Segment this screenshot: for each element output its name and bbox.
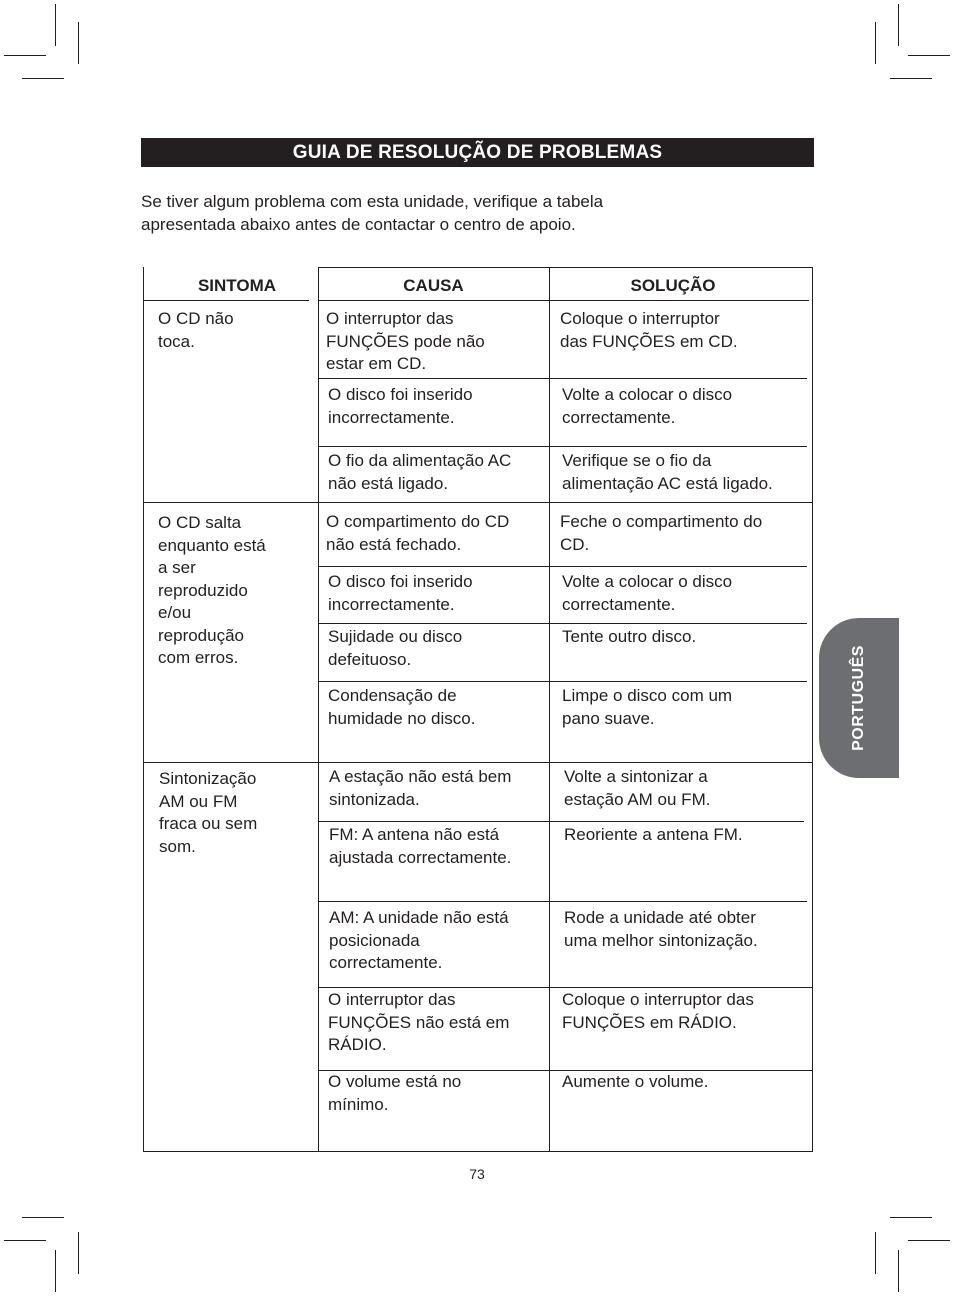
cause-cell	[328, 384, 473, 429]
column-header-cause: CAUSA	[403, 276, 464, 295]
cell-line: mínimo.	[328, 1094, 389, 1114]
cell-line: Sujidade ou disco	[328, 627, 463, 646]
cell-line: Volte a sintonizar a	[564, 767, 708, 786]
cell-line: FUNÇÕES em RÁDIO.	[562, 1012, 737, 1032]
column-header-symptom: SINTOMA	[197, 276, 277, 295]
page-number: 73	[469, 1166, 485, 1182]
cause-cell	[328, 685, 475, 730]
cell-line: Coloque o interruptor das	[562, 990, 754, 1009]
cell-line: Volte a colocar o disco	[562, 385, 733, 404]
page-title	[141, 138, 814, 167]
crop-mark	[22, 1217, 64, 1218]
cell-line: O fio da alimentação AC	[328, 451, 512, 470]
cell-line: O disco foi inserido	[328, 385, 473, 404]
intro-paragraph	[141, 191, 701, 236]
cell-line: FM: A antena não está	[329, 825, 500, 844]
intro-line: apresentada abaixo antes de contactar o centro de apoio.	[141, 214, 576, 234]
crop-mark	[875, 1232, 876, 1274]
cell-line: das FUNÇÕES em CD.	[560, 331, 738, 351]
cell-line: enquanto está	[158, 535, 266, 555]
symptom-cell	[158, 512, 266, 670]
cause-cell	[328, 450, 511, 495]
crop-mark	[4, 1240, 46, 1241]
crop-mark	[4, 55, 46, 56]
cell-line: AM: A unidade não está	[329, 908, 509, 927]
crop-mark	[78, 1232, 79, 1274]
cell-line: O disco foi inserido	[328, 572, 473, 591]
crop-mark	[890, 78, 932, 79]
cause-cell	[329, 824, 511, 869]
cell-line: Sintonização	[159, 769, 257, 788]
crop-mark	[898, 1250, 899, 1292]
cell-line: posicionada	[329, 930, 420, 950]
crop-mark	[890, 1217, 932, 1218]
cell-line: não está ligado.	[328, 473, 449, 493]
solution-cell	[562, 571, 732, 616]
page-title-text: GUIA DE RESOLUÇÃO DE PROBLEMAS	[292, 141, 663, 163]
cell-line: O CD não	[158, 309, 234, 328]
table-rule	[549, 267, 550, 1152]
table-rule	[318, 681, 807, 682]
cell-line: reprodução	[158, 625, 245, 645]
cell-line: Limpe o disco com um	[562, 686, 733, 705]
cell-line: incorrectamente.	[328, 594, 455, 614]
solution-cell	[562, 626, 696, 649]
cell-line: som.	[159, 836, 196, 856]
crop-mark	[22, 78, 64, 79]
cell-line: O CD salta	[158, 513, 242, 532]
solution-cell	[564, 907, 758, 952]
cause-cell	[329, 766, 511, 811]
cause-cell	[329, 907, 509, 975]
cell-line: Rode a unidade até obter	[564, 908, 756, 927]
table-rule	[143, 300, 309, 301]
cell-line: O interruptor das	[328, 990, 456, 1009]
cause-cell	[326, 308, 485, 376]
cell-line: não está fechado.	[326, 534, 462, 554]
column-header-solution: SOLUÇÃO	[630, 276, 716, 295]
crop-mark	[898, 4, 899, 46]
cell-line: correctamente.	[562, 594, 676, 614]
cause-cell	[328, 571, 473, 616]
cell-line: alimentação AC está ligado.	[562, 473, 773, 493]
cell-line: incorrectamente.	[328, 407, 455, 427]
crop-mark	[875, 22, 876, 64]
table-rule	[143, 1151, 813, 1152]
cell-line: ajustada correctamente.	[329, 847, 512, 867]
solution-cell	[560, 308, 738, 353]
cell-line: Tente outro disco.	[562, 627, 697, 646]
cell-line: RÁDIO.	[328, 1035, 387, 1054]
symptom-cell	[159, 768, 257, 858]
cause-cell	[328, 626, 462, 671]
cell-line: sintonizada.	[329, 789, 420, 809]
table-rule	[318, 1070, 812, 1071]
cell-line: Reoriente a antena FM.	[564, 825, 743, 844]
solution-cell	[562, 450, 773, 495]
table-rule	[318, 901, 807, 902]
cell-line: estar em CD.	[326, 354, 427, 373]
cause-cell	[328, 1071, 461, 1116]
table-rule	[318, 267, 813, 268]
intro-line: Se tiver algum problema com esta unidade, verifique a tabela	[141, 192, 604, 211]
cell-line: correctamente.	[329, 953, 443, 972]
cell-line: Aumente o volume.	[562, 1072, 709, 1091]
cause-cell	[326, 511, 509, 556]
symptom-cell	[158, 308, 234, 353]
table-rule	[318, 446, 807, 447]
table-rule	[812, 267, 813, 1152]
cell-line: reproduzido	[158, 580, 248, 600]
cell-line: humidade no disco.	[328, 708, 476, 728]
table-rule	[143, 502, 813, 503]
cell-line: O interruptor das	[326, 309, 454, 328]
table-rule	[143, 762, 813, 763]
language-tab	[819, 618, 899, 778]
cause-cell	[328, 989, 509, 1057]
cell-line: A estação não está bem	[329, 767, 512, 786]
solution-cell	[562, 685, 732, 730]
table-rule	[318, 821, 804, 822]
cell-line: Verifique se o fio da	[562, 451, 712, 470]
cell-line: Coloque o interruptor	[560, 309, 720, 328]
cell-line: Condensação de	[328, 686, 457, 705]
solution-cell	[562, 989, 754, 1034]
cell-line: O compartimento do CD	[326, 512, 510, 531]
crop-mark	[78, 22, 79, 64]
solution-cell	[562, 1071, 708, 1094]
solution-cell	[560, 511, 762, 556]
cell-line: O volume está no	[328, 1072, 462, 1091]
cell-line: fraca ou sem	[159, 814, 258, 833]
table-rule	[318, 623, 807, 624]
cell-line: com erros.	[158, 648, 239, 667]
cell-line: Feche o compartimento do	[560, 512, 763, 531]
crop-mark	[55, 4, 56, 46]
crop-mark	[908, 1240, 950, 1241]
cell-line: estação AM ou FM.	[564, 789, 711, 809]
cell-line: e/ou	[158, 603, 192, 622]
table-rule	[143, 267, 144, 1152]
cell-line: correctamente.	[562, 407, 676, 427]
table-rule	[318, 267, 319, 1152]
solution-cell	[562, 384, 732, 429]
cell-line: a ser	[158, 558, 196, 577]
table-rule	[318, 987, 812, 988]
cell-line: FUNÇÕES pode não	[326, 331, 485, 351]
cell-line: uma melhor sintonização.	[564, 930, 758, 950]
solution-cell	[564, 766, 710, 811]
cell-line: CD.	[560, 534, 590, 554]
solution-cell	[564, 824, 743, 847]
cell-line: FUNÇÕES não está em	[328, 1012, 510, 1032]
table-rule	[318, 300, 809, 301]
cell-line: AM ou FM	[159, 791, 238, 811]
cell-line: Volte a colocar o disco	[562, 572, 733, 591]
table-rule	[318, 378, 807, 379]
language-tab-label: PORTUGUÊS	[850, 645, 867, 751]
crop-mark	[908, 55, 950, 56]
table-rule	[318, 566, 807, 567]
cell-line: toca.	[158, 331, 195, 351]
cell-line: pano suave.	[562, 708, 655, 728]
cell-line: defeituoso.	[328, 649, 412, 669]
crop-mark	[55, 1250, 56, 1292]
